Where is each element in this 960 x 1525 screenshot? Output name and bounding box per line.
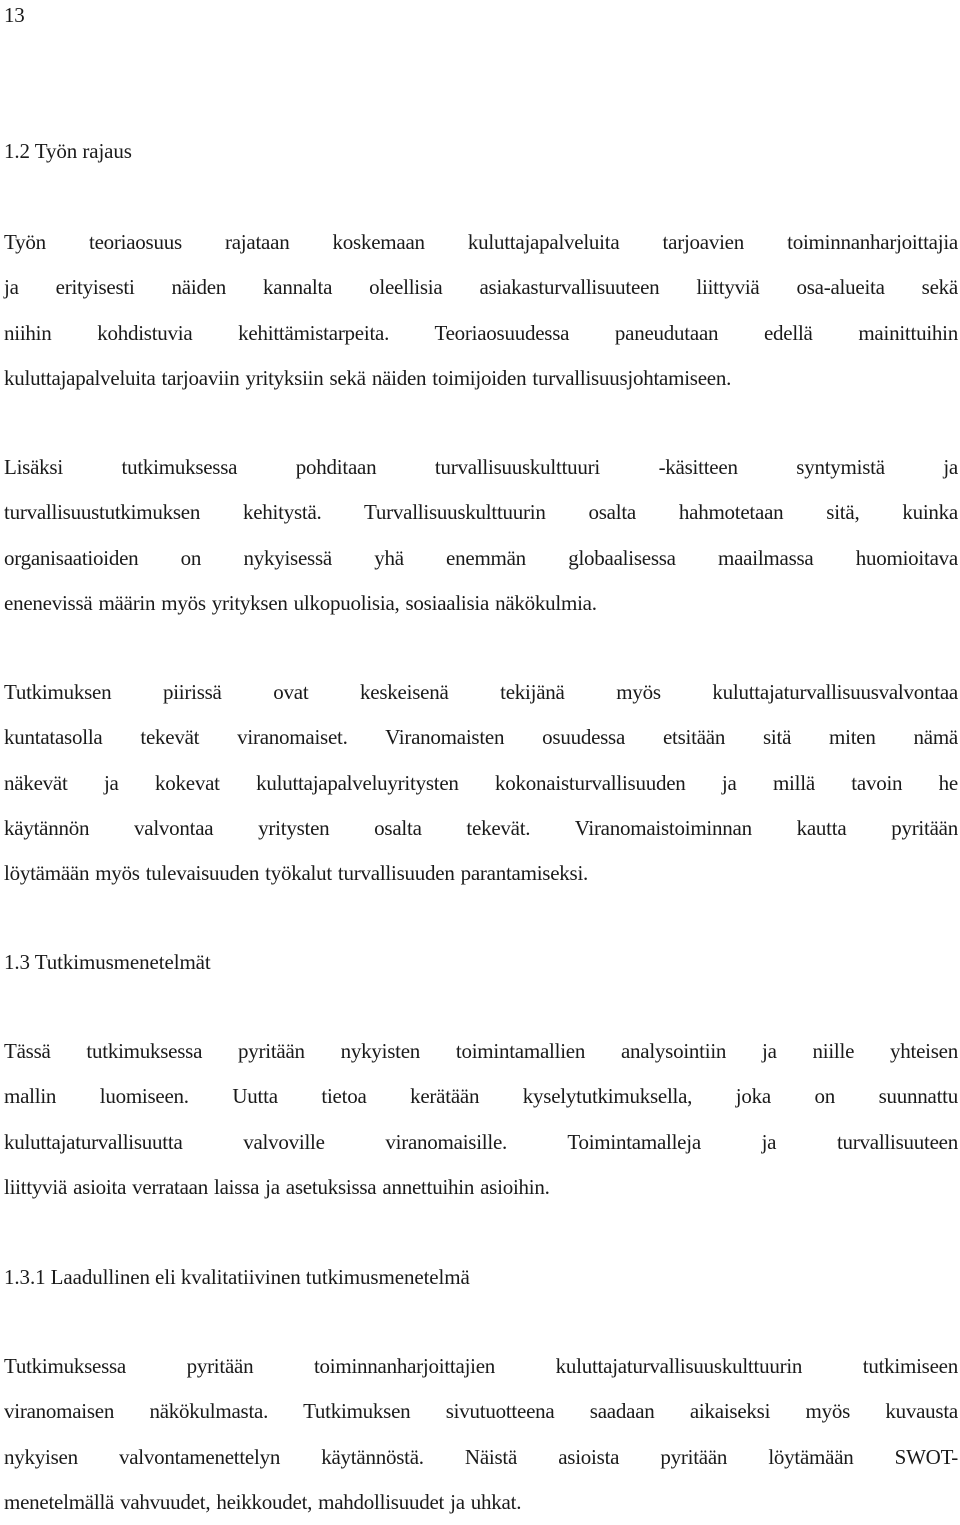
text-line: näkevät ja kokevat kuluttajapalveluyritysten kokonaisturvallisuuden ja millä tavoin he [4,770,958,795]
paragraph-viranomaiset [4,670,958,896]
text-line: nykyisen valvontamenettelyn käytännöstä. Näistä asioista pyritään löytämään SWOT- [4,1444,958,1469]
page-number: 13 [4,3,25,27]
paragraph-toimintamallit [4,1029,958,1210]
text-line: liittyviä asioita verrataan laissa ja asetuksissa annettuihin asioihin. [4,1174,550,1199]
text-line: Lisäksi tutkimuksessa pohditaan turvallisuuskulttuuri -käsitteen syntymistä ja [4,455,958,479]
text-line: organisaatioiden on nykyisessä yhä enemmän globaalisessa maailmassa huomioitava [4,545,958,570]
text-line: löytämään myös tulevaisuuden työkalut turvallisuuden parantamiseksi. [4,861,589,886]
text-line: kuluttajaturvallisuutta valvoville viranomaisille. Toimintamalleja ja turvallisuuteen [4,1129,958,1154]
text-line: Tässä tutkimuksessa pyritään nykyisten toimintamallien analysointiin ja niille yhteisen [4,1039,958,1063]
text-line: ja erityisesti näiden kannalta oleellisia asiakasturvallisuuteen liittyviä osa-alueita sekä [4,275,958,300]
text-line: mallin luomiseen. Uutta tietoa kerätään kyselytutkimuksella, joka on suunnattu [4,1084,958,1109]
text-line: kuluttajapalveluita tarjoaviin yrityksiin sekä näiden toimijoiden turvallisuusjohtamiseen. [4,365,732,390]
text-line: menetelmällä vahvuudet, heikkoudet, mahdollisuudet ja uhkat. [4,1489,522,1514]
text-line: käytännön valvontaa yritysten osalta tekevät. Viranomaistoiminnan kautta pyritään [4,815,958,840]
section-heading-tutkimusmenetelmat: 1.3 Tutkimusmenetelmät [4,950,211,974]
section-heading-tyon-rajaus: 1.2 Työn rajaus [4,139,132,163]
paragraph-teoriaosuus [4,220,958,401]
text-line: enenevissä määrin myös yrityksen ulkopuolisia, sosiaalisia näkökulmia. [4,590,597,615]
paragraph-turvallisuuskulttuuri [4,445,958,626]
paragraph-kuluttajaturvallisuuskulttuuri [4,1344,958,1525]
text-line: Tutkimuksen piirissä ovat keskeisenä tekijänä myös kuluttajaturvallisuusvalvontaa [4,680,958,704]
text-line: turvallisuustutkimuksen kehitystä. Turvallisuuskulttuurin osalta hahmotetaan sitä, kuinka [4,500,958,525]
text-line: Työn teoriaosuus rajataan koskemaan kuluttajapalveluita tarjoavien toiminnanharjoittajia [4,230,958,254]
section-heading-laadullinen: 1.3.1 Laadullinen eli kvalitatiivinen tutkimusmenetelmä [4,1265,470,1289]
text-line: kuntatasolla tekevät viranomaiset. Viranomaisten osuudessa etsitään sitä miten nämä [4,725,958,750]
text-line: niihin kohdistuvia kehittämistarpeita. Teoriaosuudessa paneudutaan edellä mainittuihin [4,320,958,345]
text-line: viranomaisen näkökulmasta. Tutkimuksen sivutuotteena saadaan aikaiseksi myös kuvausta [4,1399,958,1424]
text-line: Tutkimuksessa pyritään toiminnanharjoittajien kuluttajaturvallisuuskulttuurin tutkimiseen [4,1354,958,1378]
